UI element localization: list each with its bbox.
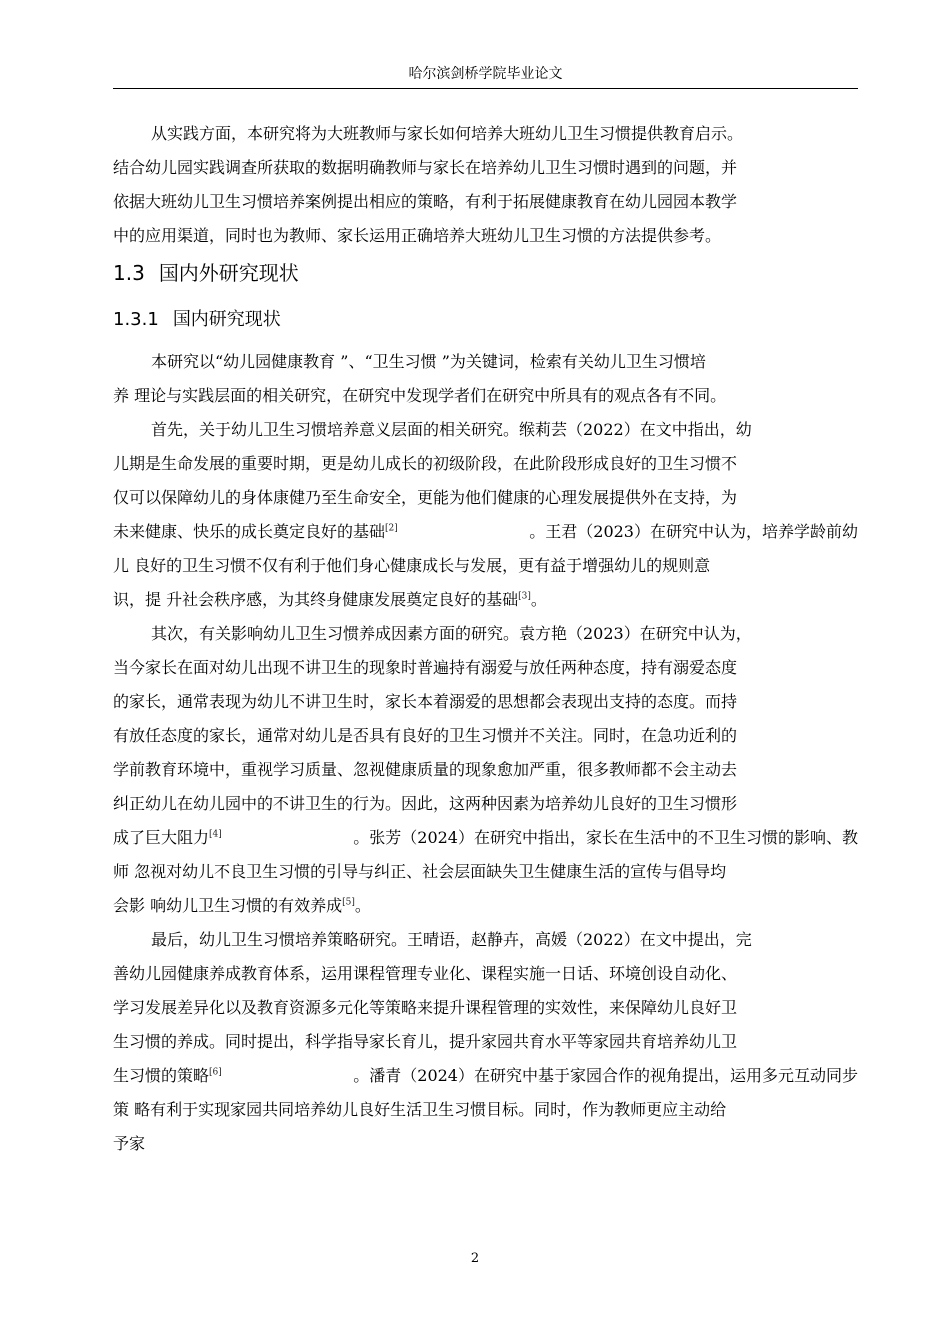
paragraph-line: 最后，幼儿卫生习惯培养策略研究。王晴语，赵静卉，高媛（2022）在文中提出，完 — [151, 930, 752, 949]
citation-ref: [4] — [209, 829, 222, 840]
paragraph-line: 成了巨大阻力[4] 。张芳（2024）在研究中指出，家长在生活中的不卫生习惯的影响、教 — [113, 828, 858, 847]
citation-ref: [5] — [342, 897, 355, 908]
paragraph-line: 有放任态度的家长，通常对幼儿是否具有良好的卫生习惯并不关注。同时，在急功近利的 — [113, 726, 738, 745]
paragraph-line: 生习惯的策略[6] 。潘青（2024）在研究中基于家园合作的视角提出，运用多元互动同步 — [113, 1066, 858, 1085]
header-rule — [113, 88, 858, 89]
paragraph-line: 中的应用渠道，同时也为教师、家长运用正确培养大班幼儿卫生习惯的方法提供参考。 — [113, 226, 722, 245]
paragraph-line: 善幼儿园健康养成教育体系，运用课程管理专业化、课程实施一日话、环境创设自动化、 — [113, 964, 738, 983]
page-number: 2 — [470, 1251, 480, 1266]
paragraph-line: 师 忽视对幼儿不良卫生习惯的引导与纠正、社会层面缺失卫生健康生活的宣传与倡导均 — [113, 862, 727, 881]
paragraph-line: 学习发展差异化以及教育资源多元化等策略来提升课程管理的实效性，来保障幼儿良好卫 — [113, 998, 738, 1017]
paragraph-line: 策 略有利于实现家园共同培养幼儿良好生活卫生习惯目标。同时，作为教师更应主动给 — [113, 1100, 727, 1119]
section-heading-1-3-1 — [113, 308, 281, 332]
paragraph-line: 儿 良好的卫生习惯不仅有利于他们身心健康成长与发展，更有益于增强幼儿的规则意 — [113, 556, 711, 575]
paragraph-line: 未来健康、快乐的成长奠定良好的基础[2] 。王君（2023）在研究中认为，培养学龄前幼 — [113, 522, 858, 541]
citation-ref: [3] — [518, 591, 531, 602]
paragraph-line: 结合幼儿园实践调查所获取的数据明确教师与家长在培养幼儿卫生习惯时遇到的问题，并 — [113, 158, 738, 177]
paragraph-line: 养 理论与实践层面的相关研究，在研究中发现学者们在研究中所具有的观点各有不同。 — [113, 386, 727, 405]
paragraph-line: 的家长，通常表现为幼儿不讲卫生时，家长本着溺爱的思想都会表现出支持的态度。而持 — [113, 692, 738, 711]
paragraph-line: 本研究以“幼儿园健康教育 ”、“卫生习惯 ”为关键词，检索有关幼儿卫生习惯培 — [151, 352, 706, 371]
citation-ref: [2] — [385, 523, 398, 534]
paragraph-line: 识，提 升社会秩序感，为其终身健康发展奠定良好的基础[3]。 — [113, 590, 547, 609]
paragraph-line: 从实践方面，本研究将为大班教师与家长如何培养大班幼儿卫生习惯提供教育启示。 — [151, 124, 744, 143]
section-heading-1-3 — [113, 260, 299, 286]
paragraph-line: 学前教育环境中，重视学习质量、忽视健康质量的现象愈加严重，很多教师都不会主动去 — [113, 760, 738, 779]
page-header: 哈尔滨剑桥学院毕业论文 — [408, 66, 563, 82]
section-title: 国内研究现状 — [172, 309, 281, 330]
paragraph-line: 纠正幼儿在幼儿园中的不讲卫生的行为。因此，这两种因素为培养幼儿良好的卫生习惯形 — [113, 794, 738, 813]
section-number: 1.3.1 — [113, 309, 159, 330]
paragraph-line: 当今家长在面对幼儿出现不讲卫生的现象时普遍持有溺爱与放任两种态度，持有溺爱态度 — [113, 658, 738, 677]
paragraph-line: 生习惯的养成。同时提出，科学指导家长育儿，提升家园共育水平等家园共育培养幼儿卫 — [113, 1032, 738, 1051]
paragraph-line: 会影 响幼儿卫生习惯的有效养成[5]。 — [113, 896, 371, 915]
paragraph-line: 予家 — [113, 1134, 146, 1153]
paragraph-line: 儿期是生命发展的重要时期，更是幼儿成长的初级阶段，在此阶段形成良好的卫生习惯不 — [113, 454, 738, 473]
section-number: 1.3 — [113, 261, 145, 285]
paragraph-line: 其次，有关影响幼儿卫生习惯养成因素方面的研究。袁方艳（2023）在研究中认为， — [151, 624, 752, 643]
paragraph-line: 依据大班幼儿卫生习惯培养案例提出相应的策略，有利于拓展健康教育在幼儿园园本教学 — [113, 192, 738, 211]
citation-ref: [6] — [209, 1067, 222, 1078]
section-title: 国内外研究现状 — [158, 261, 299, 285]
paragraph-line: 仅可以保障幼儿的身体康健乃至生命安全，更能为他们健康的心理发展提供外在支持，为 — [113, 488, 738, 507]
paragraph-line: 首先，关于幼儿卫生习惯培养意义层面的相关研究。缑莉芸（2022）在文中指出，幼 — [151, 420, 752, 439]
